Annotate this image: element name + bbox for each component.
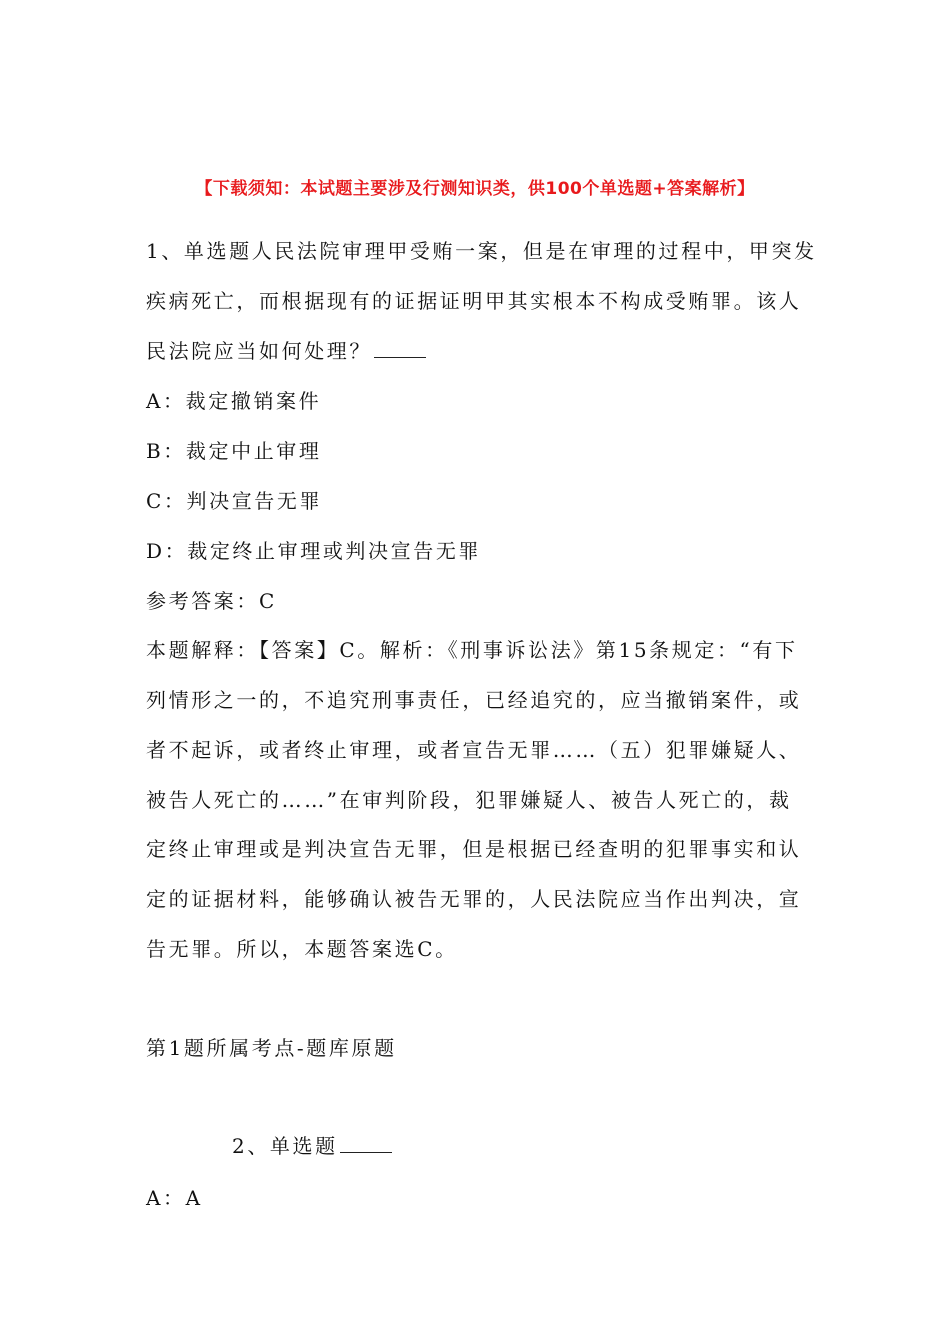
q1-option-b: B：裁定中止审理	[146, 439, 322, 463]
download-notice: 【下载须知：本试题主要涉及行测知识类，供100个单选题+答案解析】	[195, 179, 755, 199]
q1-stem-text: 民法院应当如何处理？	[146, 339, 372, 363]
q1-stem-line-3	[146, 336, 426, 366]
q1-explanation-line-4: 被告人死亡的……”在审判阶段，犯罪嫌疑人、被告人死亡的，裁	[146, 788, 792, 812]
q2-stem	[232, 1131, 392, 1161]
q1-option-c: C：判决宣告无罪	[146, 489, 323, 513]
answer-blank	[340, 1134, 392, 1153]
q1-explanation-line-7: 告无罪。所以，本题答案选C。	[146, 937, 458, 961]
q1-explanation-line-5: 定终止审理或是判决宣告无罪，但是根据已经查明的犯罪事实和认	[146, 837, 802, 861]
q1-explanation-line-2: 列情形之一的，不追究刑事责任，已经追究的，应当撤销案件，或	[146, 688, 802, 712]
q1-stem-line-1: 1、单选题人民法院审理甲受贿一案，但是在审理的过程中，甲突发	[146, 239, 817, 263]
q2-option-a: A：A	[146, 1186, 203, 1210]
q1-explanation-line-3: 者不起诉，或者终止审理，或者宣告无罪……（五）犯罪嫌疑人、	[146, 738, 802, 762]
q1-option-d: D：裁定终止审理或判决宣告无罪	[146, 539, 482, 563]
q1-stem-line-2: 疾病死亡，而根据现有的证据证明甲其实根本不构成受贿罪。该人	[146, 289, 802, 313]
q1-explanation-line-6: 定的证据材料，能够确认被告无罪的，人民法院应当作出判决，宣	[146, 887, 802, 911]
q1-option-a: A：裁定撤销案件	[146, 389, 322, 413]
q1-answer: 参考答案：C	[146, 589, 277, 613]
q2-stem-text: 2、单选题	[232, 1134, 338, 1158]
q1-explanation-line-1: 本题解释：【答案】C。解析：《刑事诉讼法》第15条规定：“有下	[146, 638, 798, 662]
q1-source: 第1题所属考点-题库原题	[146, 1036, 397, 1060]
answer-blank	[374, 339, 426, 358]
